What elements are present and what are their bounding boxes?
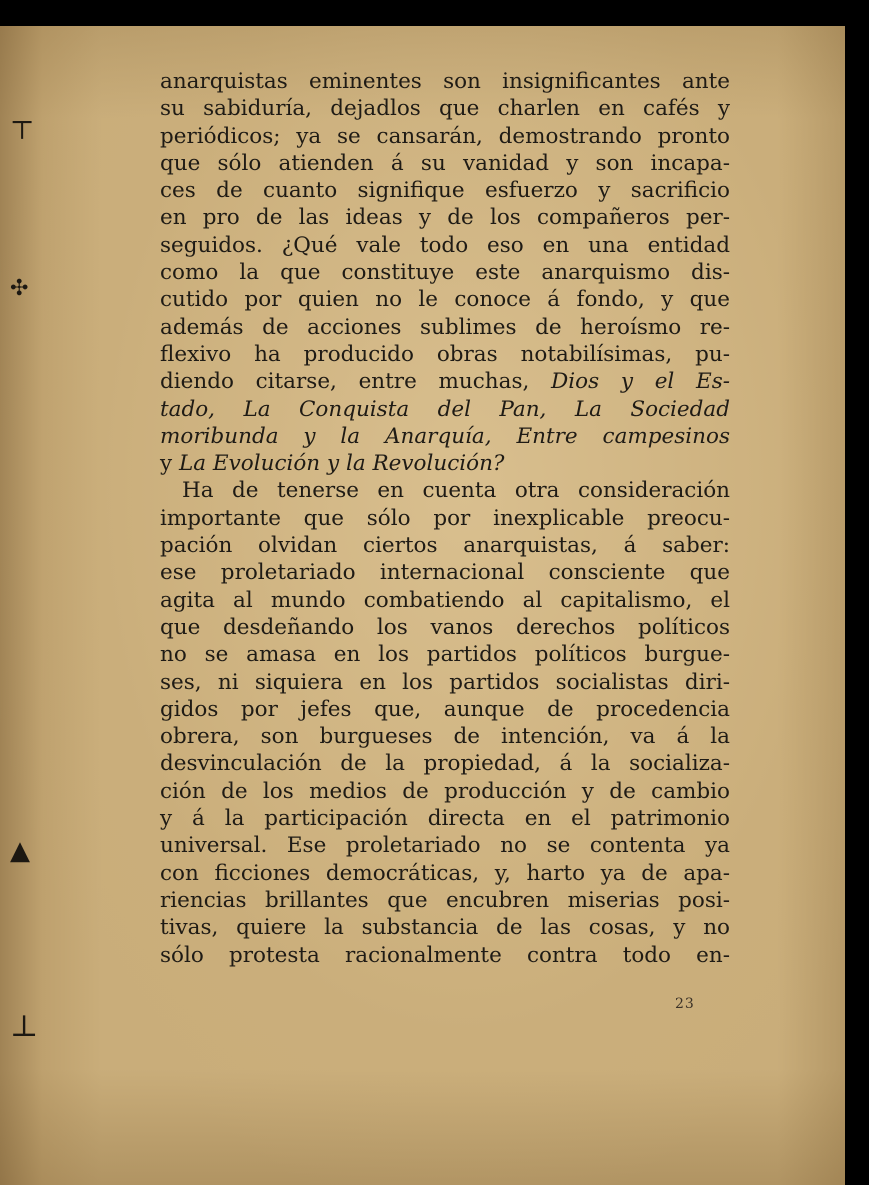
page-number: 23 xyxy=(675,996,695,1012)
text-line-mixed xyxy=(160,368,730,395)
text-line: obrera, son burgueses de intención, va á la xyxy=(160,724,730,750)
text-line: importante que sólo por inexplicable preocu- xyxy=(160,505,730,531)
text-line-mixed xyxy=(160,396,730,423)
text-line: cutido por quien no le conoce á fondo, y que xyxy=(160,287,730,313)
margin-mark: ✣ xyxy=(10,276,29,301)
text-line: pación olvidan ciertos anarquistas, á saber: xyxy=(160,533,730,559)
book-title: moribunda y la Anarquía, xyxy=(160,423,492,449)
text-line: como la que constituye este anarquismo dis- xyxy=(160,260,730,286)
text-segment: y xyxy=(160,451,173,477)
body-text xyxy=(160,68,730,969)
text-line: riencias brillantes que encubren miserias posi- xyxy=(160,887,730,913)
text-line: en pro de las ideas y de los compañeros per- xyxy=(160,205,730,231)
text-line: flexivo ha producido obras notabilísimas, pu- xyxy=(160,341,730,367)
text-line: seguidos. ¿Qué vale todo eso en una entidad xyxy=(160,232,730,258)
text-line: anarquistas eminentes son insignificantes ante xyxy=(160,69,730,94)
margin-mark: ▲ xyxy=(10,836,30,866)
book-title: Entre campesinos xyxy=(516,423,730,449)
text-line: y á la participación directa en el patrimonio xyxy=(160,806,730,832)
margin-mark: ⊤ xyxy=(10,116,35,146)
book-title: La Conquista del Pan, xyxy=(243,396,547,422)
text-line: ese proletariado internacional consciente que xyxy=(160,560,730,586)
text-line: tivas, quiere la substancia de las cosas, y no xyxy=(160,915,730,941)
text-line: que desdeñando los vanos derechos políticos xyxy=(160,614,730,640)
text-line: ción de los medios de producción y de cambio xyxy=(160,778,730,804)
text-line: que sólo atienden á su vanidad y son incapa- xyxy=(160,150,730,176)
text-line-mixed xyxy=(160,450,730,477)
text-line: sólo protesta racionalmente contra todo en- xyxy=(160,942,730,968)
text-line: periódicos; ya se cansarán, demostrando pronto xyxy=(160,123,730,149)
text-line: no se amasa en los partidos políticos burgue- xyxy=(160,642,730,668)
book-title: La Evolución y la Revolución? xyxy=(179,451,505,477)
text-line: Ha de tenerse en cuenta otra consideración xyxy=(182,478,730,504)
text-line: desvinculación de la propiedad, á la socializa- xyxy=(160,751,730,777)
text-segment: diendo citarse, entre muchas, xyxy=(160,369,530,395)
text-line: gidos por jefes que, aunque de procedencia xyxy=(160,696,730,722)
book-title: La Sociedad xyxy=(574,396,731,422)
text-line: ces de cuanto signifique esfuerzo y sacrificio xyxy=(160,178,730,204)
book-title: Dios y el Es- xyxy=(551,369,730,395)
text-line: su sabiduría, dejadlos que charlen en cafés y xyxy=(160,96,730,122)
text-line: con ficciones democráticas, y, harto ya de apa- xyxy=(160,860,730,886)
text-line: además de acciones sublimes de heroísmo re- xyxy=(160,314,730,340)
text-line: universal. Ese proletariado no se contenta ya xyxy=(160,833,730,859)
book-title: tado, xyxy=(160,396,215,422)
text-line-mixed xyxy=(160,423,730,450)
text-line: ses, ni siquiera en los partidos socialistas diri- xyxy=(160,669,730,695)
text-line: agita al mundo combatiendo al capitalismo, el xyxy=(160,587,730,613)
margin-mark: ⊥ xyxy=(10,1009,39,1044)
